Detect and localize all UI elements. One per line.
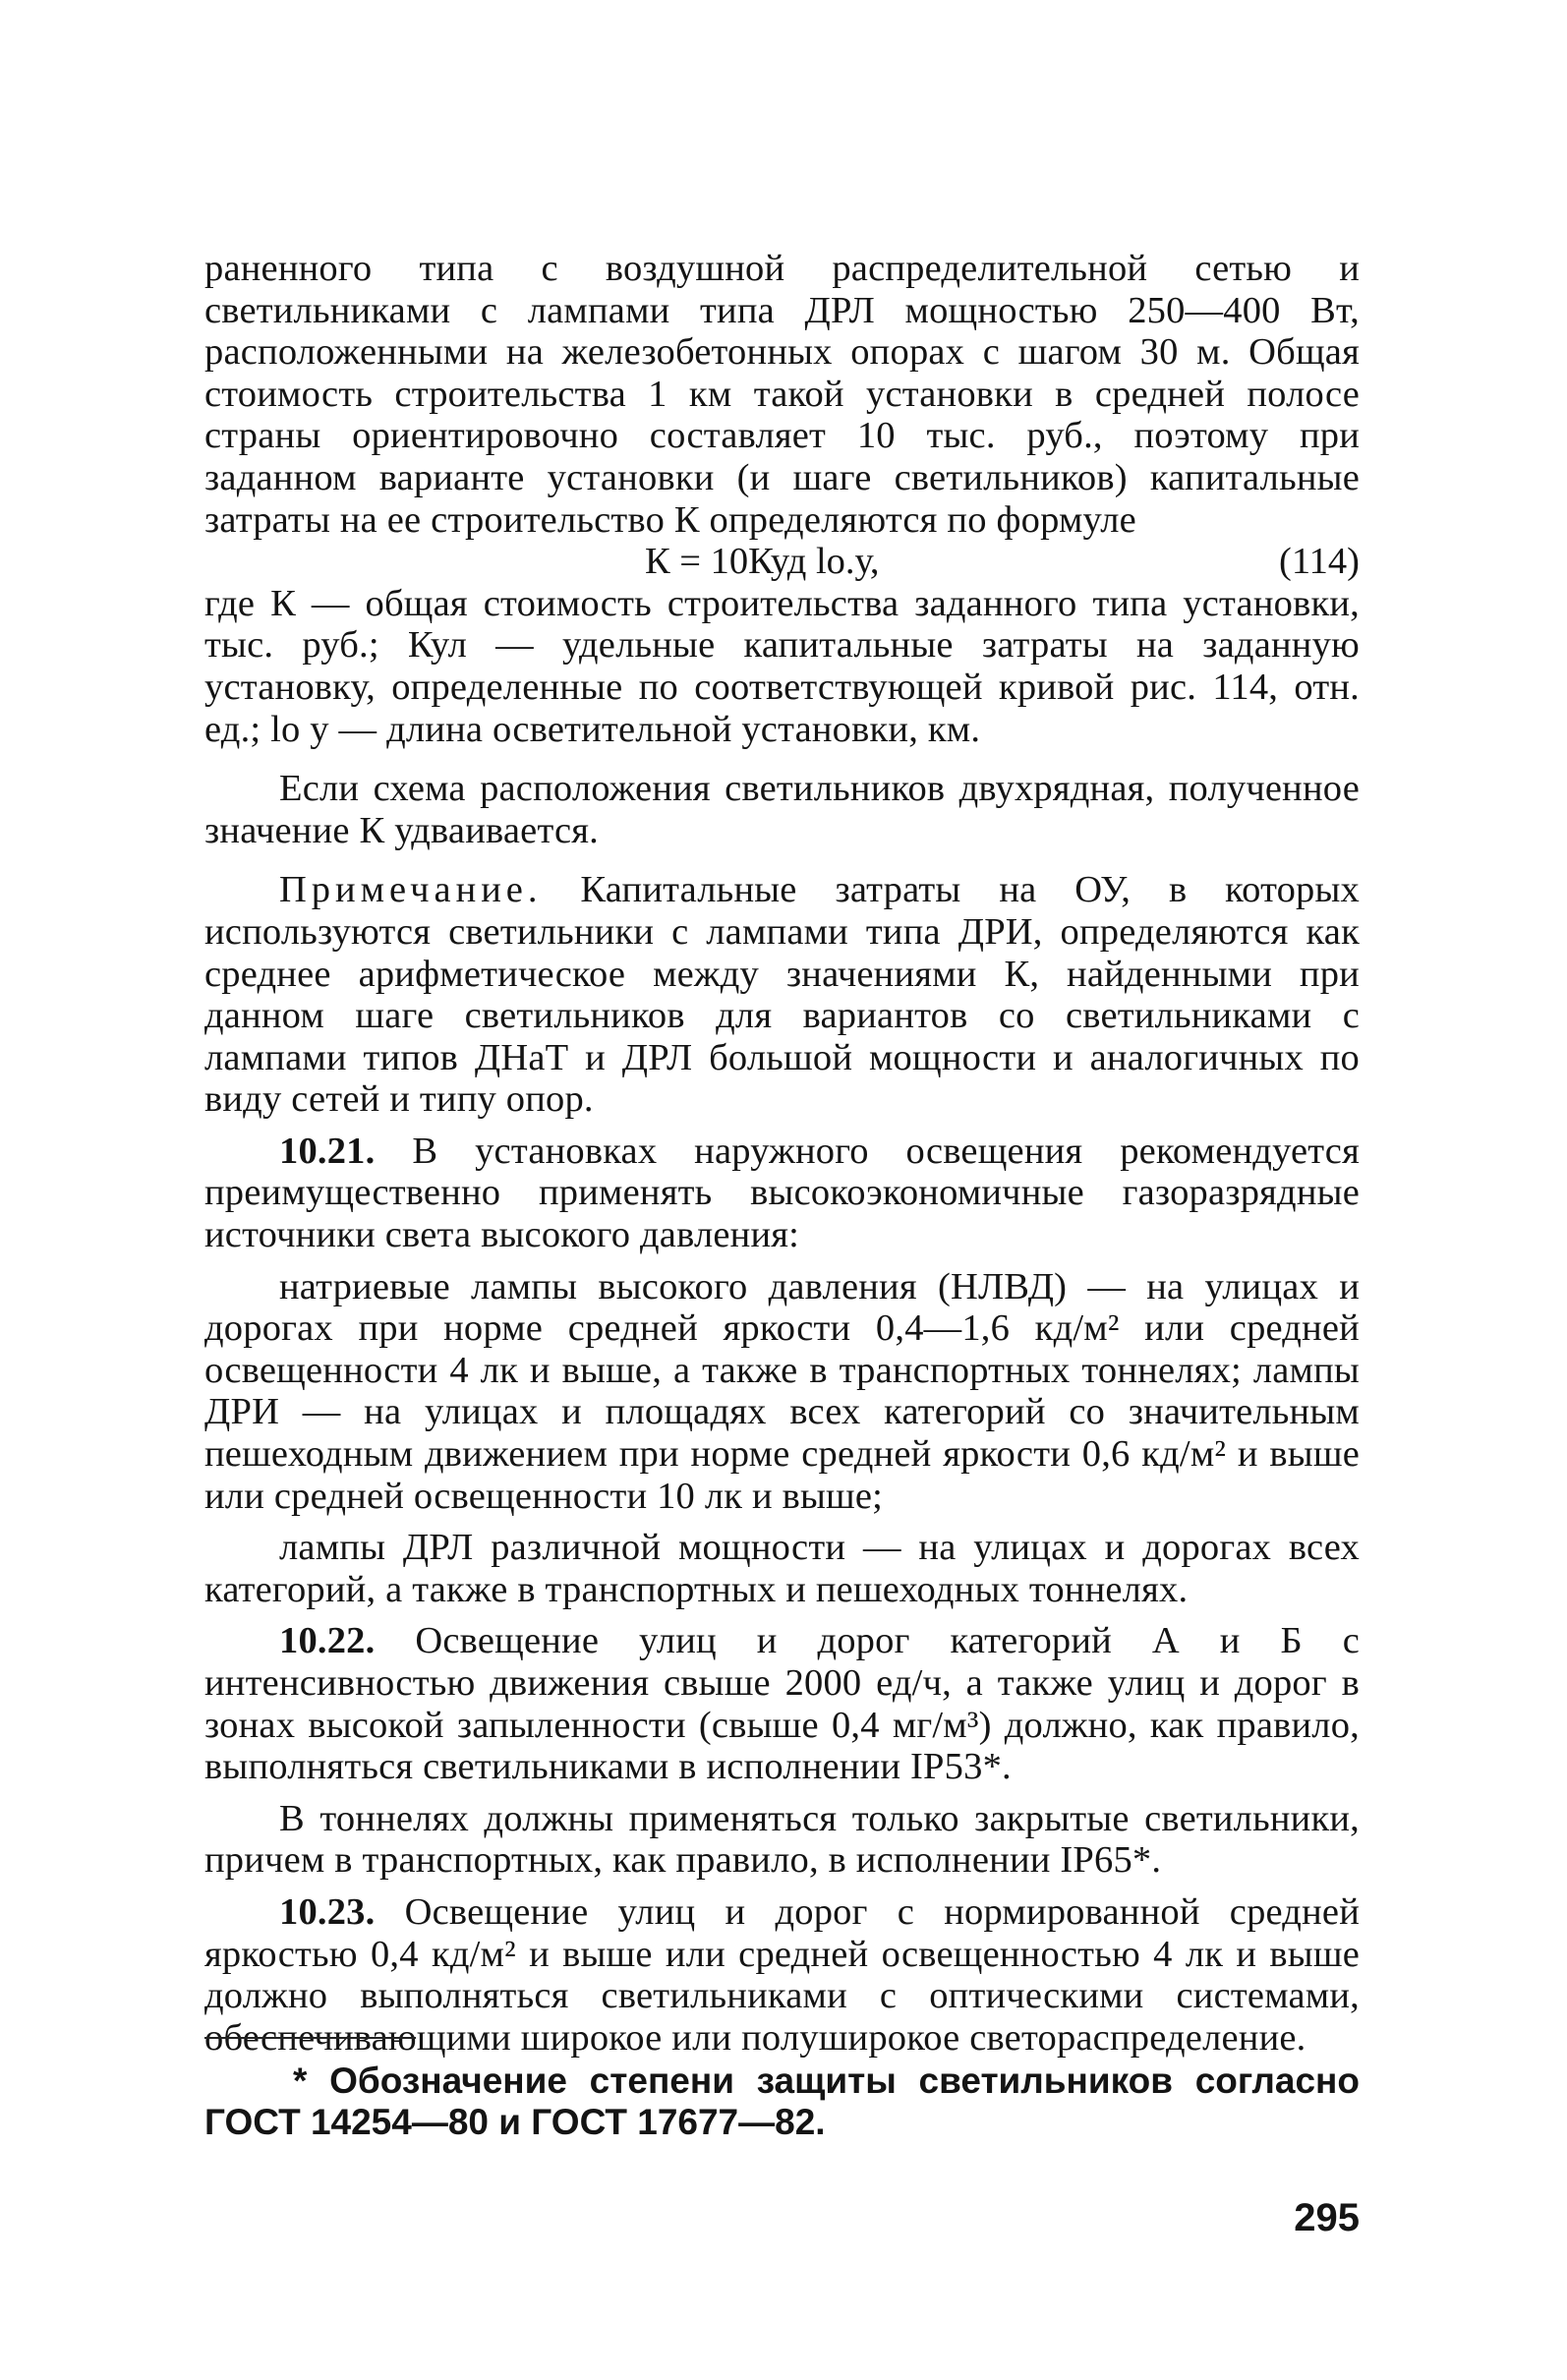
paragraph-sodium-lamps: натриевые лампы высокого давления (НЛВД) — на улицах и дорогах при норме средней яркости 0,4—1,6 кд/м² или средней освещенности 4 лк и выше, а также в транспортных тоннелях; лампы ДРИ — на улицах и площадях всех категорий со значительным пешеходным движением при норме средней яркости 0,6 кд/м² и выше или средней освещенности 10 лк и выше; [204, 1265, 1360, 1517]
formula-expression: К = 10Куд lо.у, [645, 541, 880, 583]
note-text: Капитальные затраты на ОУ, в которых используются светильники с лампами типа ДРИ, определяются как среднее арифметическое между значениями К, найденными при данном шаге светильников для вариантов со светильниками с лампами типов ДНаТ и ДРЛ большой мощности и аналогичных по виду сетей и типу опор. [204, 869, 1361, 1121]
section-number-10-23: 10.23. [279, 1890, 376, 1933]
paragraph-intro: раненного типа с воздушной распределительной сетью и светильниками с лампами типа ДРЛ мощностью 250—400 Вт, расположенными на железобетонных опорах с шагом 30 м. Общая стоимость строительства 1 км такой установки в средней полосе страны ориентировочно составляет 10 тыс. руб., поэтому при заданном варианте установки (и шаге светильников) капитальные затраты на ее строительство К определяются по формуле [204, 248, 1360, 541]
section-number-10-21: 10.21. [279, 1130, 376, 1172]
paragraph-10-21 [204, 1131, 1360, 1256]
paragraph-double-row: Если схема расположения светильников двухрядная, полученное значение К удваивается. [204, 768, 1360, 851]
section-number-10-22: 10.22. [279, 1620, 376, 1662]
paragraph-tunnels: В тоннелях должны применяться только закрытые светильники, причем в транспортных, как правило, в исполнении IP65*. [204, 1797, 1360, 1882]
paragraph-formula-legend: где К — общая стоимость строительства заданного типа установки, тыс. руб.; Кул — удельные капитальные затраты на заданную установку, определенные по соответствующей кривой рис. 114, отн. ед.; lо у — длина осветительной установки, км. [204, 582, 1360, 750]
section-text-10-21: В установках наружного освещения рекомендуется преимущественно применять высокоэкономичные газоразрядные источники света высокого давления: [204, 1130, 1360, 1256]
footnote: * Обозначение степени защиты светильников согласно ГОСТ 14254—80 и ГОСТ 17677—82. [204, 2061, 1360, 2142]
page-number: 295 [1294, 2196, 1360, 2239]
paragraph-10-22 [204, 1620, 1360, 1787]
section-text-10-23: Освещение улиц и дорог с нормированной средней яркостью 0,4 кд/м² и выше или средней освещенностью 4 лк и выше должно выполняться светильниками с оптическими системами, обеспечивающими широкое или полуширокое светораспределение. [204, 1890, 1360, 2059]
paragraph-note [204, 869, 1360, 1121]
paragraph-drl-lamps: лампы ДРЛ различной мощности — на улицах и дорогах всех категорий, а также в транспортных и пешеходных тоннелях. [204, 1527, 1360, 1610]
page-body [204, 248, 1360, 2059]
footnote-divider [204, 2037, 416, 2039]
paragraph-10-23 [204, 1891, 1360, 2059]
formula-number: (114) [1279, 541, 1360, 583]
note-label: Примечание. [279, 869, 543, 911]
section-text-10-22: Освещение улиц и дорог категорий А и Б с интенсивностью движения свыше 2000 ед/ч, а также улиц и дорог в зонах высокой запыленности (свыше 0,4 мг/м³) должно, как правило, выполняться светильниками в исполнении IP53*. [204, 1620, 1360, 1788]
formula-row [204, 541, 1360, 583]
